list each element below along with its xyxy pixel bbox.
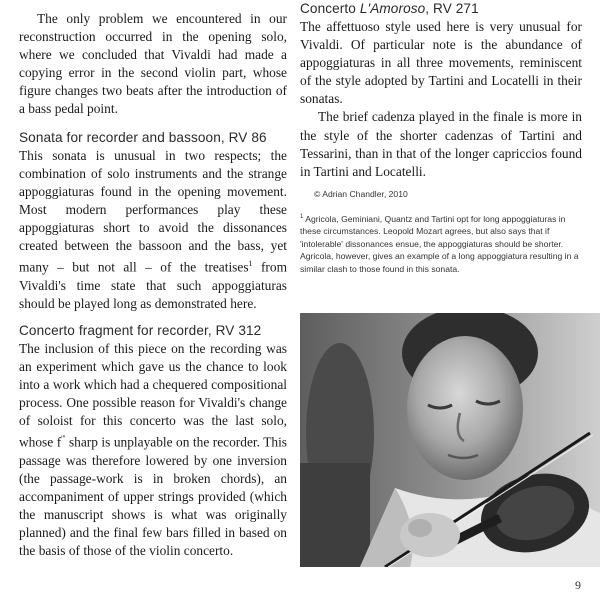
- amoroso-paragraph-1: The affettuoso style used here is very unusual for Vivaldi. Of particular note is the abundance of appoggiaturas in all three movements, reminiscent of the style adopted by Tartini and Locatelli in their sonatas.: [300, 19, 582, 107]
- sonata-text-b: from Vivaldi's time state that such appoggiaturas should be played long as demonstrated here.: [19, 259, 287, 311]
- intro-paragraph: The only problem we encountered in our reconstruction occurred in the opening solo, where we concluded that Vivaldi had made a copying error in the second violin part, whose figure changes two beats after the introduction of a bass pedal point.: [19, 11, 287, 117]
- amoroso-heading-prefix: Concerto: [300, 1, 360, 16]
- author-credit: © Adrian Chandler, 2010: [314, 188, 408, 199]
- page-number: 9: [575, 578, 581, 592]
- amoroso-heading-italic: L'Amoroso: [359, 1, 426, 16]
- octave-mark: ''': [61, 434, 66, 444]
- sonata-text-a: This sonata is unusual in two respects; the combination of solo instruments and the strange appoggiaturas found in the opening movement. Most modern performances play these appoggiaturas short to avoid the dissonances created between the bassoon and the bass, yet many – but not all – of the treatises: [19, 147, 287, 275]
- footnote: [300, 211, 582, 276]
- fragment-text-a: The inclusion of this piece on the recording was an experiment which gave us the chance to look into a work which had a chequered compositional process. One possible reason for Vivaldi's change of soloist for this concerto was the last solo, whose f: [19, 340, 287, 450]
- violinist-photo: [300, 313, 600, 567]
- amoroso-heading: [300, 0, 582, 18]
- footnote-marker: 1: [248, 259, 253, 269]
- amoroso-heading-suffix: , RV 271: [425, 1, 479, 16]
- sonata-paragraph: [19, 147, 287, 313]
- footnote-number: 1: [300, 213, 304, 220]
- amoroso-paragraph-2: The brief cadenza played in the finale is more in the style of the shorter cadenzas of Tartini and Tessarini, than in that of the longer capriccios found in Tartini and Locatelli.: [300, 109, 582, 179]
- right-column: [300, 0, 582, 276]
- sonata-heading: Sonata for recorder and bassoon, RV 86: [19, 129, 267, 145]
- fragment-heading: Concerto fragment for recorder, RV 312: [19, 322, 262, 338]
- left-column: [19, 10, 287, 560]
- fragment-paragraph: [19, 340, 287, 561]
- fragment-text-b: sharp is unplayable on the recorder. This passage was therefore lowered by one inversion (the passage-work is in broken chords), an accompaniment of upper strings provided (which the manuscript shows is what was originally planned) and the final few bars filled in based on the basis of those of the violin concerto.: [19, 434, 287, 559]
- violinist-illustration: [300, 313, 600, 567]
- footnote-text: Agricola, Geminiani, Quantz and Tartini opt for long appoggiaturas in these circumstances. Leopold Mozart agrees, but also says that if 'intolerable' dissonances ensue, the appoggiaturas should be shorter. Agricola, however, gives an example of a long appoggiatura resulting in a similar clash to those found in this sonata.: [300, 213, 579, 275]
